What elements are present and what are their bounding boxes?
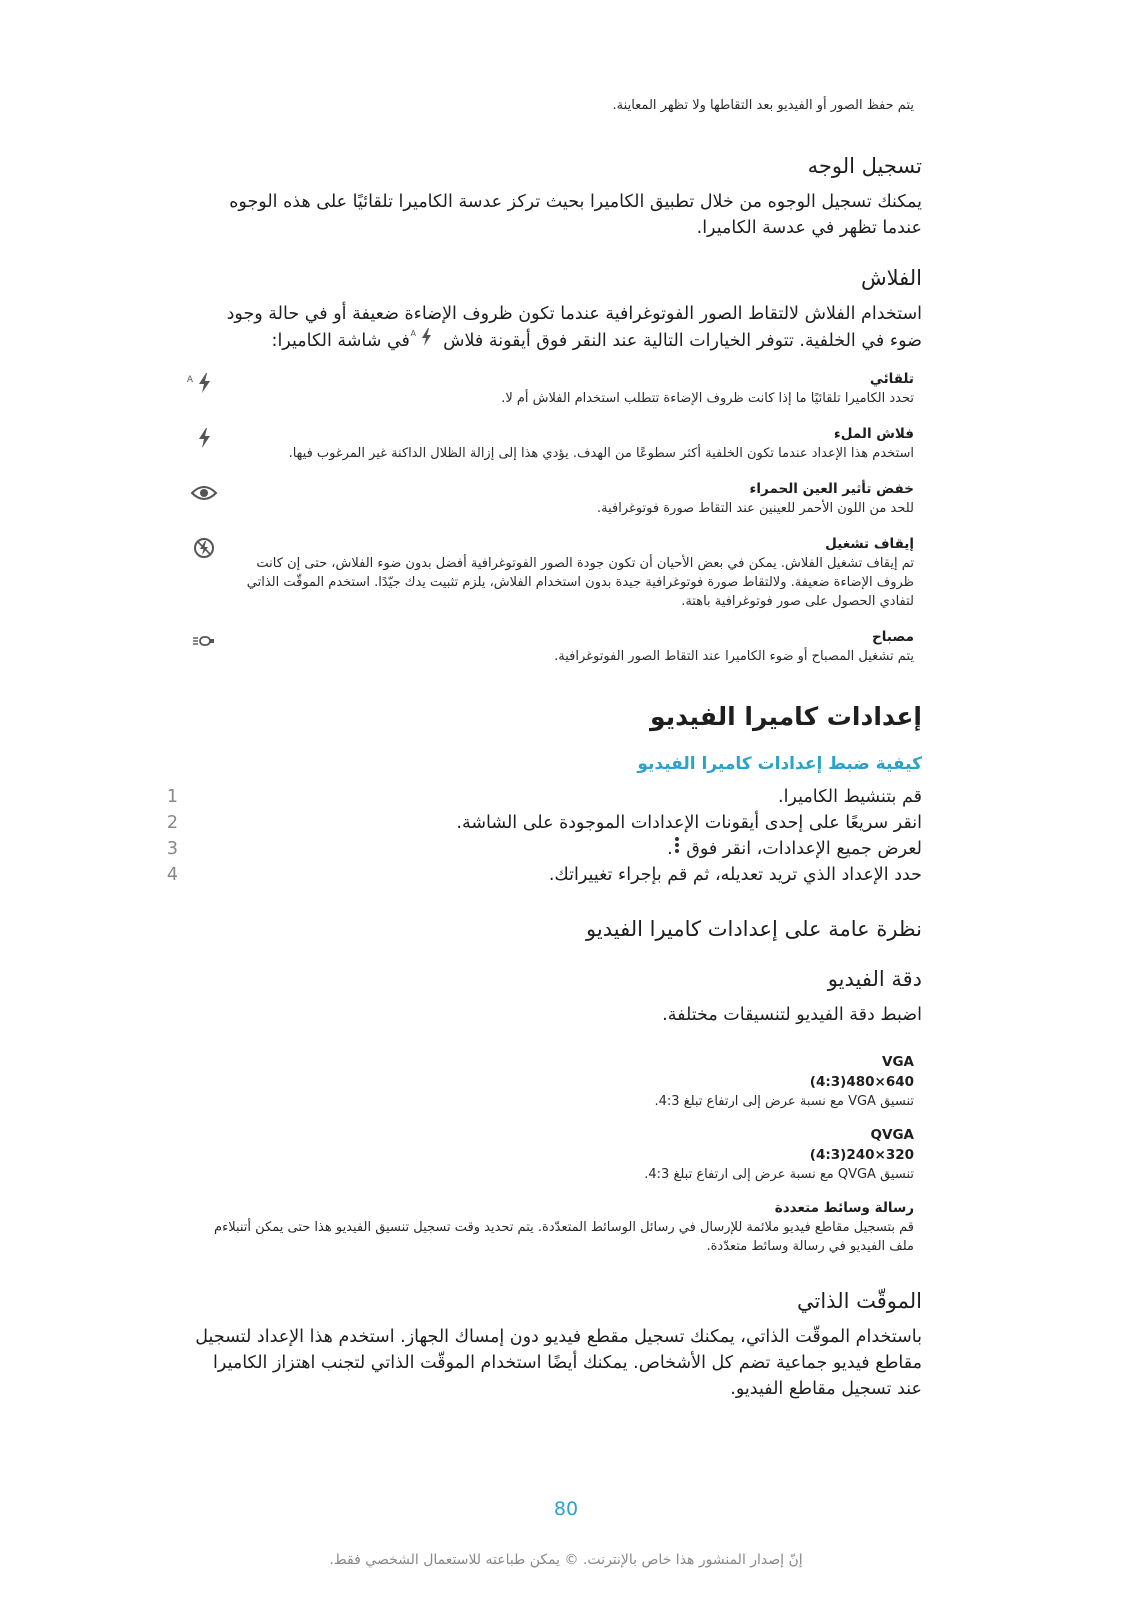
step-text: انقر سريعًا على إحدى أيقونات الإعدادات الموجودة على الشاشة. (456, 813, 922, 833)
flash-option-title: خفض تأثير العين الحمراء (749, 481, 914, 497)
flash-off-icon (190, 536, 218, 560)
red-eye-icon (190, 481, 218, 505)
video-settings-howto-title: كيفية ضبط إعدادات كاميرا الفيديو (637, 754, 922, 774)
howto-steps (166, 784, 922, 888)
resolution-option-title: QVGA (870, 1127, 914, 1143)
footer-note: إنّ إصدار المنشور هذا خاص بالإنترنت. © يمكن طباعته للاستعمال الشخصي فقط. (329, 1552, 803, 1568)
flash-body-part1: استخدام الفلاش لالتقاط الصور الفوتوغرافية عندما تكون ظروف الإضاءة ضعيفة أو في حالة وجود ضوء في الخلفية. تتوفر الخيارات التالية عند النقر فوق أيقونة فلاش (226, 304, 922, 351)
flash-title: الفلاش (860, 266, 922, 290)
self-timer-body: باستخدام الموقّت الذاتي، يمكنك تسجيل مقطع فيديو دون إمساك الجهاز. استخدم هذا الإعداد لتسجيل مقاطع فيديو جماعية تضم كل الأشخاص. يمكنك أيضًا استخدام الموقّت الذاتي لتجنب اهتزاز الكاميرا عند تسجيل مقاطع الفيديو. (195, 1327, 922, 1399)
step-text: لعرض جميع الإعدادات، انقر فوق (686, 839, 922, 859)
resolution-option-subtitle: 320×240(4:3) (809, 1147, 914, 1163)
intro-note: يتم حفظ الصور أو الفيديو بعد التقاطها ولا تظهر المعاينة. (612, 98, 914, 113)
flash-option-fill (190, 424, 914, 463)
resolution-option-desc: تنسيق QVGA مع نسبة عرض إلى ارتفاع تبلغ 4:3. (644, 1167, 914, 1182)
flash-option-title: تلقائي (869, 371, 914, 387)
more-options-icon (673, 836, 681, 862)
face-registration-title: تسجيل الوجه (807, 154, 922, 178)
svg-text:A: A (186, 375, 193, 385)
video-resolution-title: دقة الفيديو (827, 967, 922, 991)
flash-body-part2: في شاشة الكاميرا: (271, 331, 410, 351)
self-timer-title: الموقّت الذاتي (797, 1289, 922, 1313)
video-overview-title: نظرة عامة على إعدادات كاميرا الفيديو (586, 917, 922, 941)
torch-icon (190, 629, 218, 653)
resolution-option-mms (190, 1198, 914, 1256)
step-number: 2 (166, 813, 178, 833)
resolution-option-subtitle: 640×480(4:3) (809, 1074, 914, 1090)
resolution-option-vga (190, 1052, 914, 1111)
flash-option-auto (186, 369, 914, 408)
video-settings-title: إعدادات كاميرا الفيديو (650, 702, 922, 731)
page-number: 80 (553, 1498, 579, 1520)
flash-option-desc: استخدم هذا الإعداد عندما تكون الخلفية أكثر سطوعًا من الهدف. يؤدي هذا إلى إزالة الظلال الداكنة غير المرغوب فيها. (288, 446, 914, 461)
flash-auto-icon (186, 371, 218, 395)
resolution-option-title: رسالة وسائط متعددة (774, 1200, 914, 1216)
flash-option-red-eye (190, 479, 914, 518)
face-registration-body: يمكنك تسجيل الوجوه من خلال تطبيق الكاميرا بحيث تركز عدسة الكاميرا تلقائيًا على هذه الوجوه عندما تظهر في عدسة الكاميرا. (229, 192, 922, 238)
resolution-option-qvga (190, 1125, 914, 1184)
flash-option-desc: تحدد الكاميرا تلقائيًا ما إذا كانت ظروف الإضاءة تتطلب استخدام الفلاش أم لا. (501, 391, 914, 406)
step-item (166, 862, 922, 888)
step-item (166, 784, 922, 810)
flash-option-off (190, 534, 914, 611)
flash-option-title: فلاش الملء (833, 426, 914, 442)
step-number: 4 (166, 865, 178, 885)
step-item (166, 810, 922, 836)
flash-option-desc: تم إيقاف تشغيل الفلاش. يمكن في بعض الأحيان أن تكون جودة الصور الفوتوغرافية أفضل بدون ضوء الفلاش، حتى إن كانت ظروف الإضاءة ضعيفة. ولالتقاط صورة فوتوغرافية جيدة بدون استخدام الفلاش، يلزم تثبيت يدك جيّدًا. استخدم الموقّت الذاتي لتفادي الحصول على صور فوتوغرافية باهتة. (246, 556, 914, 609)
flash-option-desc: يتم تشغيل المصباح أو ضوء الكاميرا عند التقاط الصور الفوتوغرافية. (554, 649, 914, 664)
step-text: حدد الإعداد الذي تريد تعديله، ثم قم بإجراء تغييراتك. (548, 865, 922, 885)
svg-text:A: A (410, 329, 416, 338)
step-number: 1 (166, 787, 178, 807)
resolution-option-desc: قم بتسجيل مقاطع فيديو ملائمة للإرسال في رسائل الوسائط المتعدّدة. يتم تحديد وقت تسجيل تنسيق الفيديو هذا حتى يمكن أتنبلاءم ملف الفيديو في رسالة وسائط متعدّدة. (214, 1220, 914, 1254)
flash-option-desc: للحد من اللون الأحمر للعينين عند التقاط صورة فوتوغرافية. (597, 501, 914, 516)
flash-fill-icon (190, 426, 218, 450)
step-item (166, 836, 922, 862)
flash-option-title: مصباح (872, 629, 914, 645)
flash-option-title: إيقاف تشغيل (825, 536, 914, 552)
resolution-option-desc: تنسيق VGA مع نسبة عرض إلى ارتفاع تبلغ 4:3. (654, 1094, 914, 1109)
flash-body (190, 301, 922, 355)
page-content (166, 96, 922, 1402)
step-text-end: . (667, 839, 673, 859)
flash-auto-inline-icon (410, 327, 438, 355)
video-resolution-body: اضبط دقة الفيديو لتنسيقات مختلفة. (662, 1005, 922, 1025)
flash-option-torch (190, 627, 914, 666)
resolution-option-title: VGA (882, 1054, 914, 1070)
step-text: قم بتنشيط الكاميرا. (778, 787, 922, 807)
step-number: 3 (166, 839, 178, 859)
